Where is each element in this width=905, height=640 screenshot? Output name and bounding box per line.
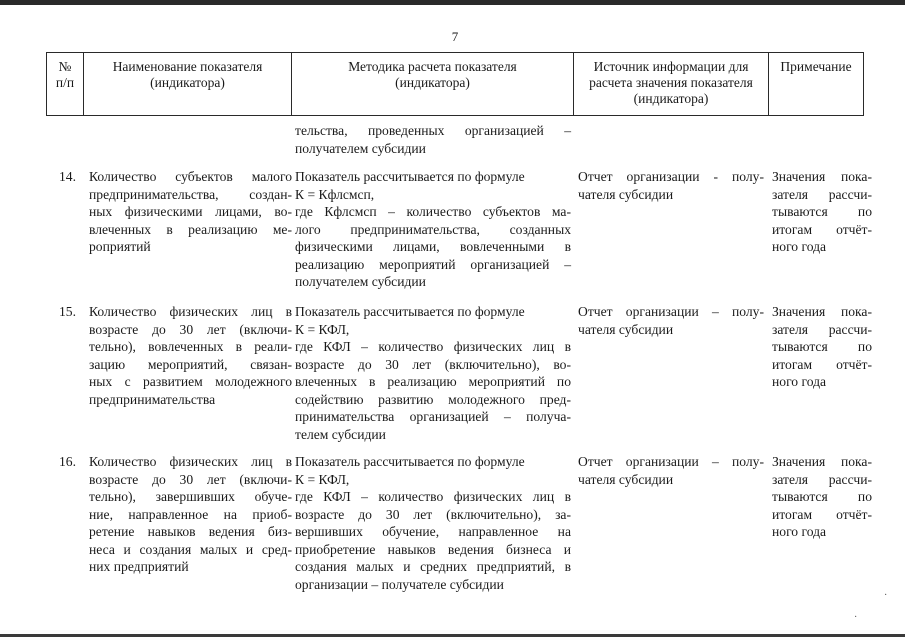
- row-method-line: содействию развитию молодежного пред-: [295, 391, 571, 407]
- row-note-line: ного года: [772, 239, 827, 254]
- row-method-line: где Кфлсмсп – количество субъектов ма-: [295, 204, 571, 219]
- row-name: [89, 168, 292, 256]
- row-number: 16.: [59, 454, 76, 469]
- row-method-line: лого предпринимательства, созданных: [295, 221, 571, 237]
- header-name-line: Наименование показателя: [112, 59, 263, 74]
- header-source-line: Источник информации для: [593, 59, 749, 74]
- row-note-line: ного года: [772, 374, 827, 389]
- row-method-line: физическими лицами, вовлеченными в: [295, 239, 571, 254]
- row-source-line: Отчет организации – полу-: [578, 454, 764, 469]
- row-method-line: приобретение навыков ведения бизнеса и: [295, 541, 571, 557]
- scan-top-edge: [0, 0, 905, 5]
- row-source-line: чателя субсидии: [578, 321, 674, 337]
- row-number: 14.: [59, 169, 76, 184]
- row-method-line: организации – получателе субсидии: [295, 576, 504, 592]
- scan-speck: ·: [884, 590, 888, 601]
- row-note-line: ного года: [772, 524, 827, 539]
- row-note-line: зателя рассчи-: [772, 471, 872, 487]
- row-method-line: Показатель рассчитывается по формуле: [295, 454, 525, 469]
- header-name-line: (индикатора): [150, 75, 225, 90]
- row-note-line: Значения пока-: [772, 304, 872, 319]
- row-method-line: реализацию мероприятий организацией –: [295, 256, 571, 272]
- row-name-line: возрасте до 30 лет (включи-: [89, 321, 292, 337]
- table-header-row: [47, 53, 864, 116]
- continuation-method-line: тельства, проведенных организацией –: [295, 123, 571, 138]
- row-note-line: тываются по: [772, 489, 872, 504]
- header-num: [47, 53, 84, 116]
- page-number: 7: [451, 29, 459, 44]
- row-method: [295, 453, 571, 593]
- row-note-line: зателя рассчи-: [772, 186, 872, 202]
- row-name-line: них предприятий: [89, 559, 189, 574]
- row-note-line: Значения пока-: [772, 169, 872, 184]
- row-name: [89, 303, 292, 408]
- row-name-line: ных физическими лицами, во-: [89, 204, 292, 219]
- row-name-line: тельно), завершивших обуче-: [89, 489, 292, 504]
- row-number: 15.: [59, 304, 76, 319]
- row-note-line: зателя рассчи-: [772, 321, 872, 337]
- header-method-line: Методика расчета показателя: [348, 59, 517, 74]
- row-source: [578, 453, 764, 488]
- row-name-line: ние, направленное на приоб-: [89, 506, 292, 522]
- row-note: [772, 453, 872, 541]
- row-note-line: итогам отчёт-: [772, 356, 872, 372]
- row-method: [295, 168, 571, 291]
- header-source-line: расчета значения показателя: [589, 75, 753, 90]
- row-method-line: принимательства организацией – получа-: [295, 409, 571, 424]
- continuation-method-line: получателем субсидии: [295, 140, 426, 156]
- indicator-table-header: [46, 52, 864, 116]
- row-name-line: предпринимательства, создан-: [89, 186, 292, 202]
- row-note: [772, 303, 872, 391]
- header-name: [84, 53, 292, 116]
- row-note-line: тываются по: [772, 339, 872, 354]
- row-method-line: телем субсидии: [295, 426, 386, 442]
- header-note: [769, 53, 864, 116]
- row-source-line: Отчет организации – полу-: [578, 304, 764, 319]
- row-source-line: чателя субсидии: [578, 186, 674, 202]
- row-method-line: возрасте до 30 лет (включительно), за-: [295, 506, 571, 522]
- header-method: [292, 53, 574, 116]
- header-num-line: п/п: [55, 75, 75, 90]
- row-name: [89, 453, 292, 576]
- row-name-line: неса и создания малых и сред-: [89, 541, 292, 557]
- header-num-line: №: [58, 59, 72, 74]
- row-name-line: Количество физических лиц в: [89, 454, 292, 469]
- row-method-line: К = КФЛ,: [295, 471, 350, 487]
- row-note: [772, 168, 872, 256]
- row-method-line: получателем субсидии: [295, 274, 426, 289]
- row-name-line: ретение навыков ведения биз-: [89, 524, 292, 539]
- row-note-line: тываются по: [772, 204, 872, 219]
- row-name-line: Количество физических лиц в: [89, 304, 292, 319]
- row-source: [578, 303, 764, 338]
- row-name-line: ных с развитием молодежного: [89, 374, 292, 389]
- row-method-line: где КФЛ – количество физических лиц в: [295, 489, 571, 504]
- row-method-line: К = КФЛ,: [295, 321, 350, 337]
- header-note-line: Примечание: [780, 59, 852, 74]
- row-method-line: возрасте до 30 лет (включительно), во-: [295, 356, 571, 372]
- row-method-line: К = Кфлсмсп,: [295, 186, 375, 202]
- row-name-line: Количество субъектов малого: [89, 169, 292, 184]
- row-name-line: влеченных в реализацию ме-: [89, 221, 292, 237]
- row-name-line: тельно), вовлеченных в реали-: [89, 339, 292, 354]
- row-method-line: где КФЛ – количество физических лиц в: [295, 339, 571, 354]
- row-source-line: чателя субсидии: [578, 471, 674, 487]
- row-method-line: Показатель рассчитывается по формуле: [295, 304, 525, 319]
- header-source-line: (индикатора): [633, 91, 709, 106]
- row-source: [578, 168, 764, 203]
- continuation-method: [295, 122, 571, 157]
- header-source: [574, 53, 769, 116]
- row-name-line: предпринимательства: [89, 391, 216, 407]
- row-note-line: итогам отчёт-: [772, 221, 872, 237]
- row-source-line: Отчет организации - полу-: [578, 169, 764, 184]
- row-method-line: создания малых и средних предприятий, в: [295, 559, 571, 574]
- row-method-line: Показатель рассчитывается по формуле: [295, 169, 525, 184]
- row-method: [295, 303, 571, 443]
- row-method-line: вершивших обучение, направленное на: [295, 524, 571, 539]
- row-name-line: роприятий: [89, 239, 151, 254]
- row-name-line: возрасте до 30 лет (включи-: [89, 471, 292, 487]
- scan-speck: ·: [854, 612, 858, 623]
- row-name-line: зацию мероприятий, связан-: [89, 356, 292, 372]
- header-method-line: (индикатора): [395, 75, 470, 90]
- row-note-line: Значения пока-: [772, 454, 872, 469]
- scan-bottom-edge: [0, 634, 905, 637]
- row-method-line: влеченных в реализацию мероприятий по: [295, 374, 571, 389]
- row-note-line: итогам отчёт-: [772, 506, 872, 522]
